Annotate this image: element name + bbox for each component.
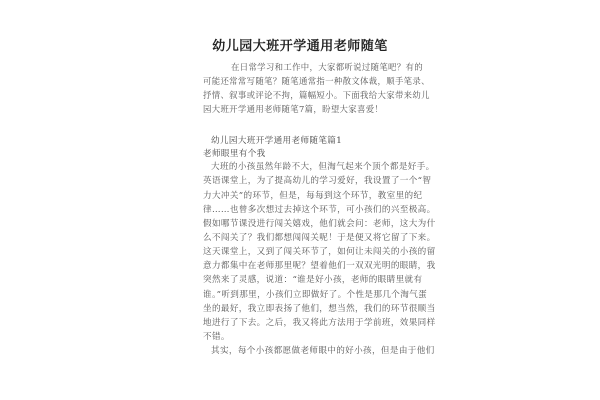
body-line: 英语课堂上，为了提高幼儿的学习爱好，我设置了一个“智 — [203, 176, 432, 186]
body-line: 假如哪节课没进行闯关嬉戏，他们就会问：老师，这大为什 — [203, 219, 436, 229]
body-line: 大班的小孩虽然年龄不大，但淘气起来个顶个都是好手。 — [211, 162, 435, 172]
body-line: 这天课堂上，又到了闯关环节了，如何让未闯关的小孩的留 — [203, 247, 436, 257]
intro-line: 园大班开学通用老师随笔7篇，盼望大家喜爱！ — [203, 104, 384, 114]
intro-line: 可能还常常写随笔？随笔通常指一种散文体裁，顺手笔录、 — [203, 76, 430, 86]
body-line: 其实，每个小孩都愿做老师眼中的好小孩，但是由于他们 — [211, 346, 435, 356]
body-line: 突然来了灵感，说道：“谁是好小孩，老师的眼睛里就有 — [203, 275, 423, 285]
section-heading: 幼儿园大班开学通用老师随笔篇1 — [211, 136, 343, 146]
body-line: 不错。 — [203, 332, 230, 342]
body-line: 么不闯关了？我们都想闯闯关呢！于是便又将它留了下来。 — [203, 233, 436, 243]
document-title: 幼儿园大班开学通用老师随笔 — [212, 39, 388, 54]
body-line: 谁。”听到那里，小孩们立即做好了。个性是那几个淘气蛋 — [203, 290, 428, 300]
body-line: 坐的最好，我立即表扬了他们，想当然，我们的环节很顺当 — [203, 304, 436, 314]
body-line: 地进行了下去。之后，我又将此方法用于学前班，效果同样 — [203, 318, 436, 328]
body-line: 意力都集中在老师那里呢？望着他们一双双光明的眼睛，我 — [203, 261, 436, 271]
section-subtitle: 老师眼里有个我 — [203, 149, 266, 159]
intro-line: 抒情、叙事或评论不拘，篇幅短小。下面我给大家带来幼儿 — [203, 90, 430, 100]
body-line: 力大冲关”的环节，但是，每每到这个环节，教室里的纪 — [203, 191, 423, 201]
body-line: 律……也曾多次想过去掉这个环节，可小孩们的兴至极高。 — [203, 205, 436, 215]
intro-line: 在日常学习和工作中，大家都听说过随笔吧？有的 — [231, 62, 423, 72]
